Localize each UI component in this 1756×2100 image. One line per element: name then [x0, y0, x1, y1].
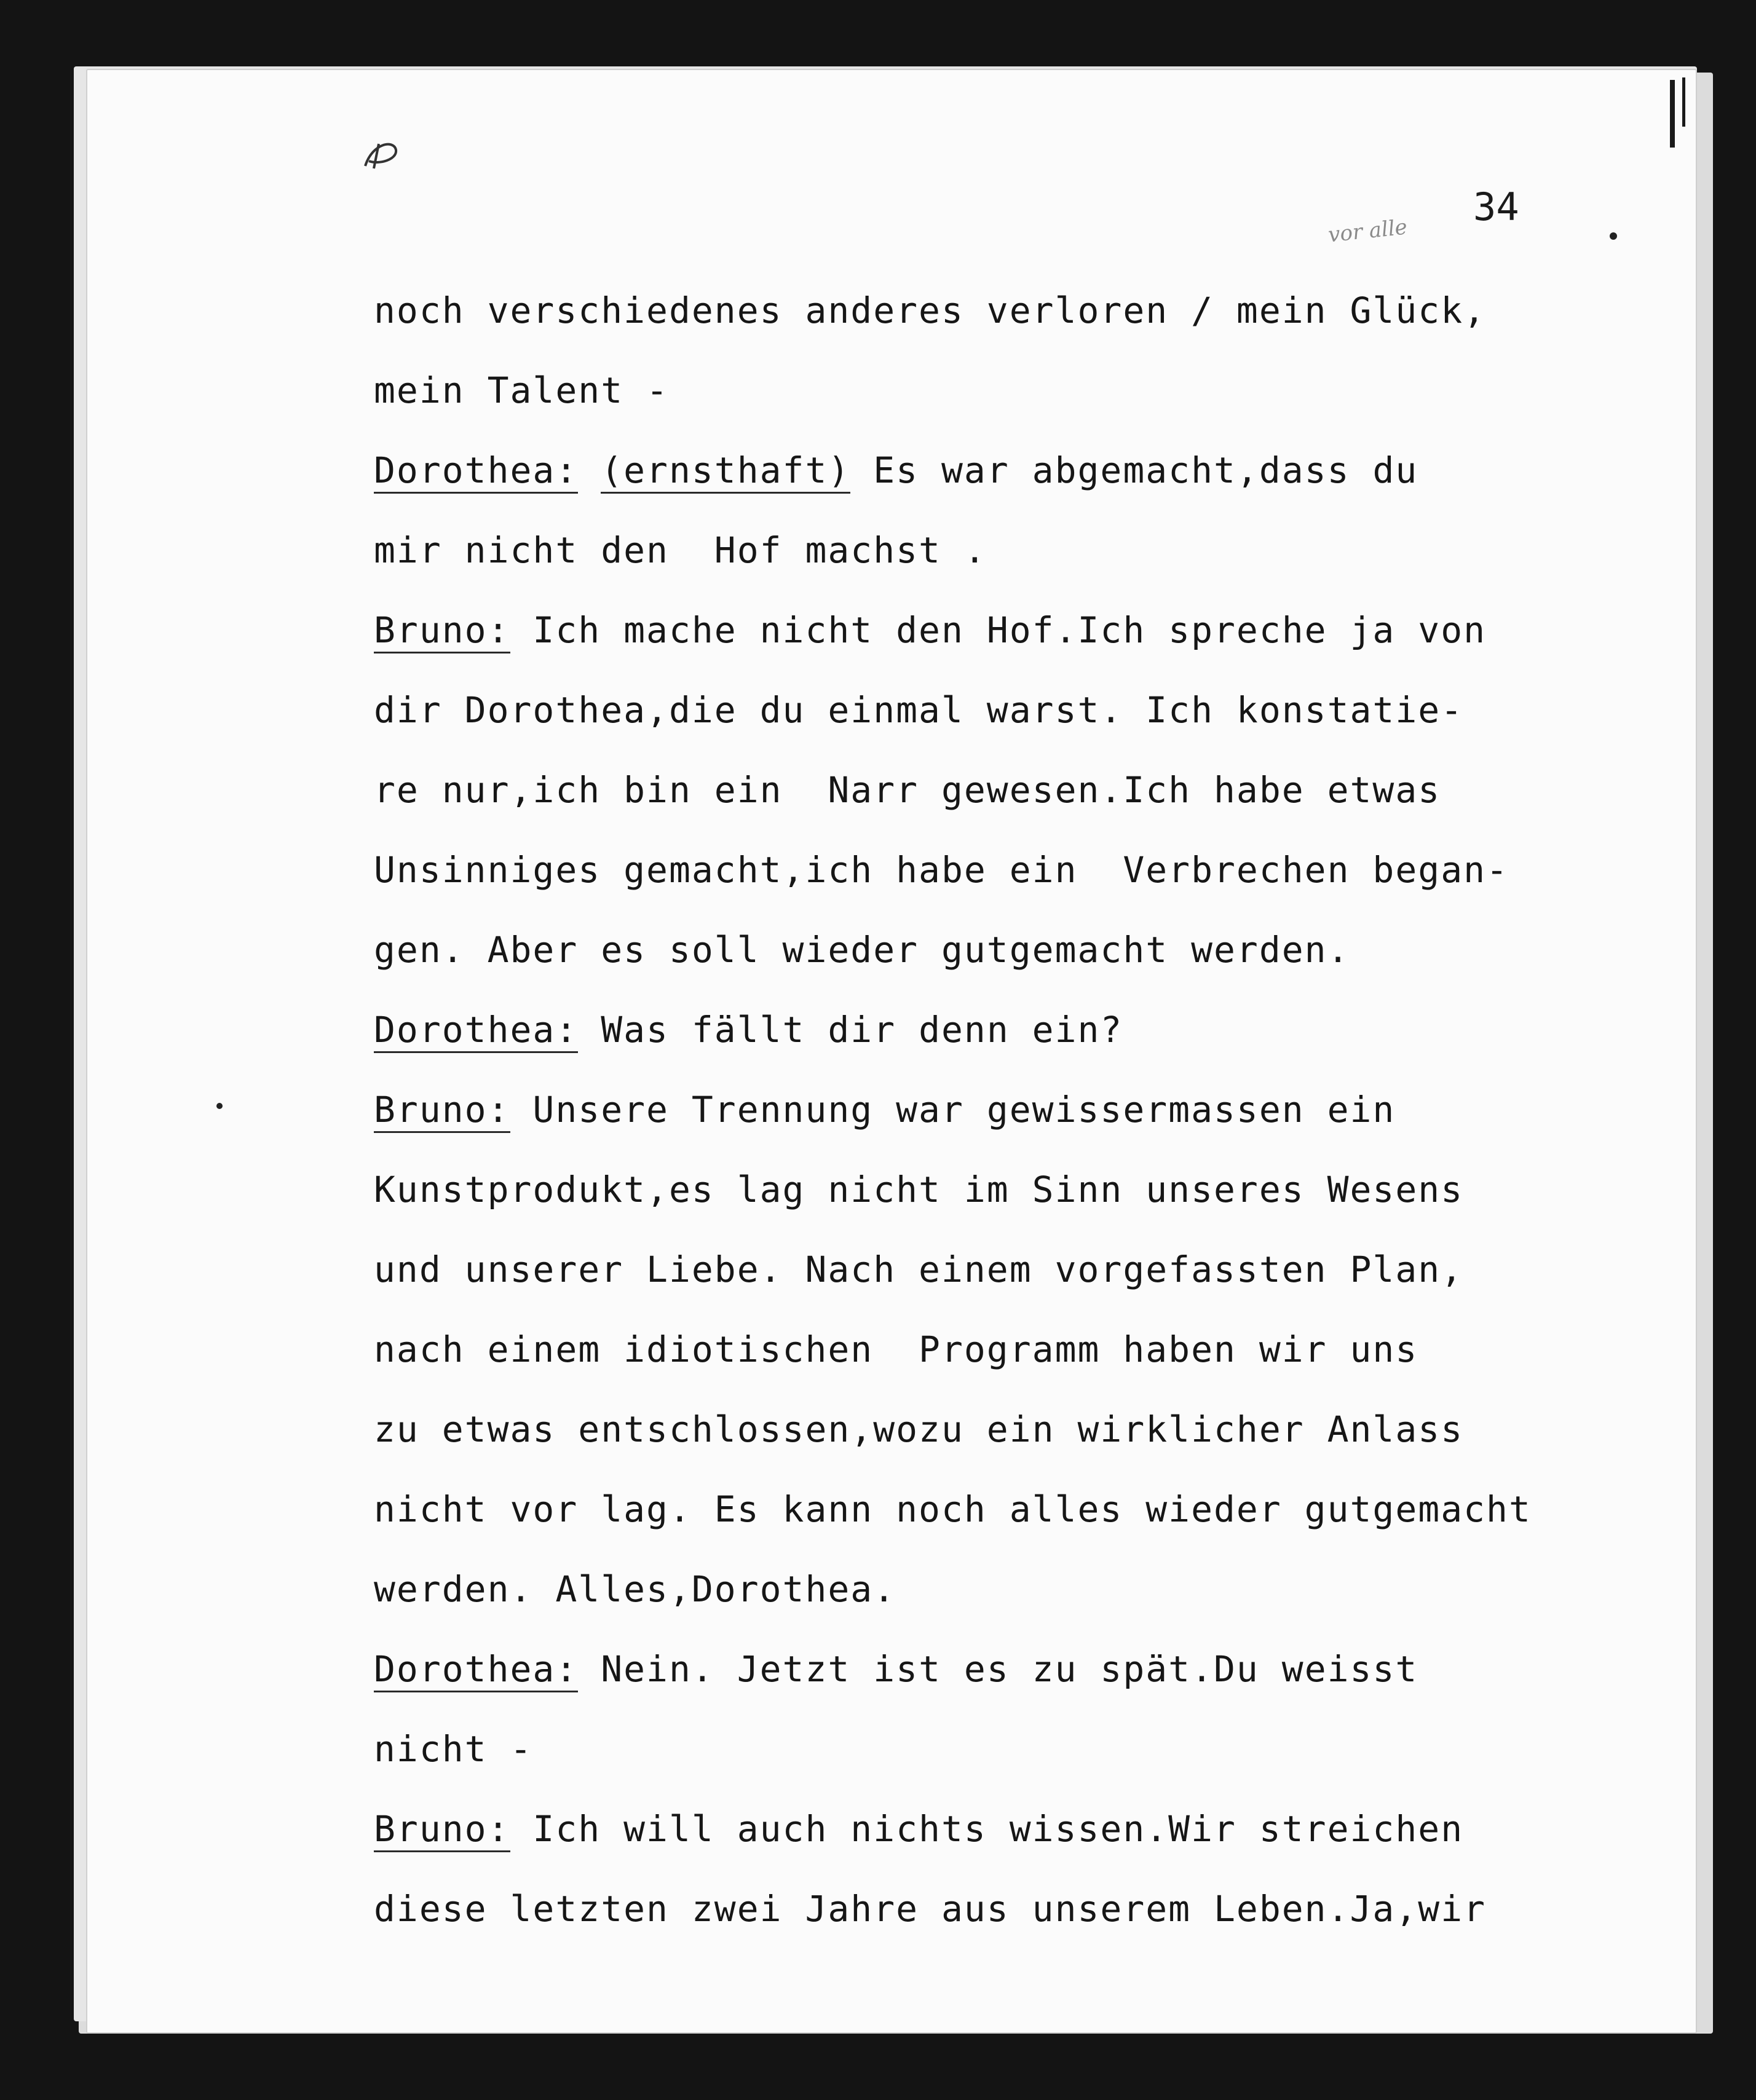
text-line: noch verschiedenes anderes verloren / mein Glück, — [374, 290, 1487, 331]
speaker-name: Bruno: — [374, 1807, 510, 1852]
text-line: dir Dorothea,die du einmal warst. Ich konstatie- — [374, 689, 1464, 731]
page-number: 34 — [1473, 184, 1519, 229]
text-line: nicht - — [374, 1728, 533, 1770]
text-line: werden. Alles,Dorothea. — [374, 1568, 896, 1610]
speck — [1610, 232, 1617, 240]
body-text — [374, 270, 1659, 1949]
text-line: re nur,ich bin ein Narr gewesen.Ich habe etwas — [374, 769, 1441, 811]
text-line: gen. Aber es soll wieder gutgemacht werden. — [374, 929, 1350, 971]
text-line: mein Talent - — [374, 369, 669, 411]
speaker-name: Dorothea: — [374, 1008, 578, 1053]
text-line: Unsinniges gemacht,ich habe ein Verbrechen began- — [374, 849, 1509, 891]
speaker-name: Dorothea: — [374, 1648, 578, 1692]
dialogue-line: Dorothea: Was fällt dir denn ein? — [374, 990, 1659, 1070]
margin-note: vor alle — [1327, 215, 1409, 248]
dialogue-line: Dorothea: (ernsthaft) Es war abgemacht,dass du — [374, 430, 1659, 510]
stage-direction: (ernsthaft) — [601, 449, 850, 494]
dialogue-line: Bruno: Ich mache nicht den Hof.Ich spreche ja von — [374, 590, 1659, 670]
edge-mark — [1670, 80, 1675, 148]
speaker-name: Bruno: — [374, 609, 510, 653]
speaker-name: Bruno: — [374, 1088, 510, 1133]
dialogue-line: Bruno: Unsere Trennung war gewissermassen ein — [374, 1070, 1659, 1150]
text-line: nach einem idiotischen Programm haben wir uns — [374, 1328, 1418, 1370]
text-line: zu etwas entschlossen,wozu ein wirklicher Anlass — [374, 1408, 1464, 1450]
edge-mark — [1682, 77, 1685, 127]
speaker-name: Dorothea: — [374, 449, 578, 494]
text-line: mir nicht den Hof machst . — [374, 529, 987, 571]
dialogue-line: Dorothea: Nein. Jetzt ist es zu spät.Du weisst — [374, 1629, 1659, 1709]
initial-mark-icon — [360, 136, 403, 173]
text-line: Kunstprodukt,es lag nicht im Sinn unseres Wesens — [374, 1169, 1464, 1210]
text-line: und unserer Liebe. Nach einem vorgefassten Plan, — [374, 1249, 1464, 1290]
text-line: diese letzten zwei Jahre aus unserem Leben.Ja,wir — [374, 1888, 1487, 1930]
dialogue-line: Bruno: Ich will auch nichts wissen.Wir streichen — [374, 1789, 1659, 1869]
text-line: nicht vor lag. Es kann noch alles wieder gutgemacht — [374, 1488, 1532, 1530]
speck — [216, 1103, 223, 1109]
